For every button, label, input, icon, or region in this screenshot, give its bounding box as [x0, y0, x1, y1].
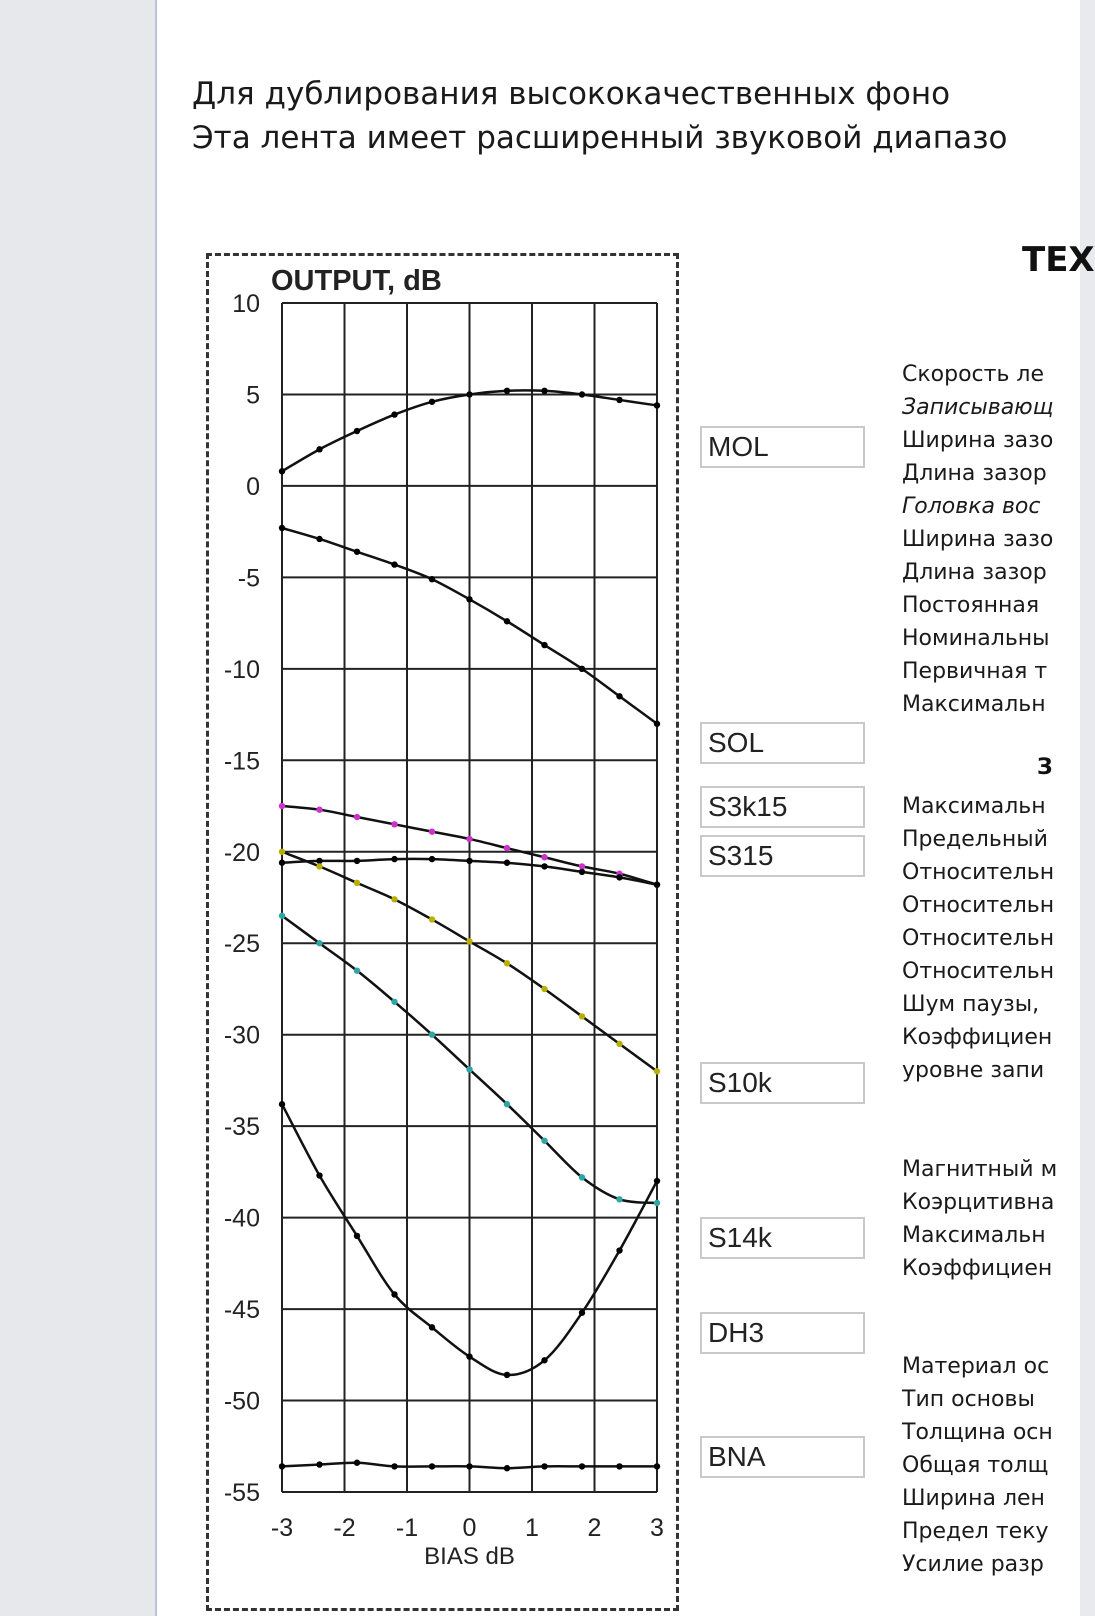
- data-point: [354, 1233, 360, 1239]
- data-point: [504, 845, 510, 851]
- y-tick-label: -10: [223, 655, 260, 684]
- data-point: [466, 596, 472, 602]
- data-point: [654, 1200, 660, 1206]
- data-point: [391, 856, 397, 862]
- data-point: [541, 388, 547, 394]
- data-point: [541, 642, 547, 648]
- data-point: [316, 858, 322, 864]
- spec-line: Длина зазор: [902, 560, 1047, 585]
- data-point: [579, 869, 585, 875]
- intro-line-2: Эта лента имеет расширенный звуковой диапазо: [192, 120, 1008, 156]
- technical-specs-title: ТЕХ: [1022, 240, 1095, 280]
- data-point: [354, 814, 360, 820]
- data-point: [391, 561, 397, 567]
- data-point: [616, 1247, 622, 1253]
- data-point: [504, 960, 510, 966]
- x-tick-label: -1: [395, 1514, 419, 1542]
- spec-line: Предел теку: [902, 1519, 1049, 1544]
- data-point: [279, 849, 285, 855]
- document-page: [157, 0, 1095, 1616]
- x-tick-label: -3: [270, 1514, 294, 1542]
- data-point: [316, 446, 322, 452]
- data-point: [429, 916, 435, 922]
- spec-line: Ширина зазо: [902, 527, 1054, 552]
- data-point: [579, 863, 585, 869]
- data-point: [541, 986, 547, 992]
- x-tick-label: 1: [525, 1514, 539, 1542]
- intro-line-1: Для дублирования высококачественных фоно: [192, 76, 951, 112]
- data-point: [354, 549, 360, 555]
- data-point: [429, 1031, 435, 1037]
- data-point: [279, 1101, 285, 1107]
- series-label-s14k: S14k: [700, 1217, 865, 1259]
- data-point: [429, 1463, 435, 1469]
- data-point: [466, 1353, 472, 1359]
- spec-line: Коэффициен: [902, 1025, 1053, 1050]
- data-point: [541, 863, 547, 869]
- spec-line: Максимальн: [902, 1223, 1046, 1248]
- series-label-bna: BNA: [700, 1436, 865, 1478]
- data-point: [541, 854, 547, 860]
- data-point: [616, 397, 622, 403]
- data-point: [316, 1172, 322, 1178]
- data-point: [391, 896, 397, 902]
- data-point: [654, 721, 660, 727]
- data-point: [504, 388, 510, 394]
- data-point: [429, 1324, 435, 1330]
- data-point: [541, 1357, 547, 1363]
- data-point: [354, 1460, 360, 1466]
- data-point: [579, 1013, 585, 1019]
- series-label-mol: MOL: [700, 426, 865, 468]
- data-point: [391, 1463, 397, 1469]
- data-point: [466, 1463, 472, 1469]
- data-point: [616, 1041, 622, 1047]
- data-point: [354, 428, 360, 434]
- data-point: [279, 468, 285, 474]
- spec-line: Относительн: [902, 926, 1055, 951]
- spec-line: Головка вос: [902, 494, 1041, 519]
- y-tick-label: -20: [223, 838, 260, 867]
- data-point: [654, 1463, 660, 1469]
- y-tick-label: -5: [237, 564, 260, 593]
- bias-chart: [209, 256, 676, 1608]
- x-tick-label: 2: [587, 1514, 602, 1542]
- data-point: [279, 525, 285, 531]
- data-point: [616, 1196, 622, 1202]
- spec-line: Относительн: [902, 893, 1055, 918]
- series-label-s10k: S10k: [700, 1062, 865, 1104]
- data-point: [354, 880, 360, 886]
- spec-line: Магнитный м: [902, 1157, 1058, 1182]
- data-point: [279, 913, 285, 919]
- y-tick-label: -45: [223, 1296, 260, 1325]
- spec-line: Скорость ле: [902, 362, 1045, 387]
- data-point: [504, 1372, 510, 1378]
- y-tick-label: -55: [223, 1479, 260, 1507]
- data-point: [504, 860, 510, 866]
- data-point: [541, 1463, 547, 1469]
- y-tick-label: -25: [223, 930, 260, 959]
- data-point: [541, 1138, 547, 1144]
- spec-line: Коэффициен: [902, 1256, 1053, 1281]
- data-point: [279, 860, 285, 866]
- data-point: [316, 863, 322, 869]
- data-point: [616, 874, 622, 880]
- data-point: [579, 666, 585, 672]
- y-tick-label: -50: [223, 1387, 260, 1416]
- spec-line: Ширина лен: [902, 1486, 1045, 1511]
- spec-line: Максимальн: [902, 692, 1046, 717]
- data-point: [316, 940, 322, 946]
- data-point: [391, 411, 397, 417]
- data-point: [316, 1461, 322, 1467]
- y-axis-label: OUTPUT, dB: [271, 265, 442, 297]
- left-sidebar-rail: [0, 0, 157, 1616]
- data-point: [429, 399, 435, 405]
- spec-line: Материал ос: [902, 1354, 1050, 1379]
- data-point: [466, 836, 472, 842]
- spec-line: Длина зазор: [902, 461, 1047, 486]
- spec-section-heading: З: [1037, 755, 1053, 780]
- spec-line: Общая толщ: [902, 1453, 1049, 1478]
- data-point: [654, 881, 660, 887]
- spec-line: Ширина зазо: [902, 428, 1054, 453]
- series-label-sol: SOL: [700, 722, 865, 764]
- data-point: [279, 1463, 285, 1469]
- x-tick-label: -2: [333, 1514, 356, 1542]
- data-point: [579, 391, 585, 397]
- data-point: [354, 858, 360, 864]
- data-point: [654, 1178, 660, 1184]
- data-point: [429, 856, 435, 862]
- y-tick-label: 5: [246, 381, 260, 410]
- x-tick-label: 0: [462, 1514, 477, 1542]
- x-tick-label: 3: [650, 1514, 664, 1542]
- data-point: [466, 1066, 472, 1072]
- data-point: [466, 391, 472, 397]
- series-label-s315: S315: [700, 835, 865, 877]
- spec-line: уровне запи: [902, 1058, 1045, 1083]
- data-point: [579, 1174, 585, 1180]
- spec-line: Предельный: [902, 827, 1048, 852]
- y-tick-label: 10: [232, 290, 260, 318]
- data-point: [279, 803, 285, 809]
- data-point: [654, 402, 660, 408]
- y-tick-label: 0: [246, 472, 260, 501]
- spec-line: Записывающ: [902, 395, 1054, 420]
- y-tick-label: -15: [223, 747, 260, 776]
- data-point: [616, 1463, 622, 1469]
- y-tick-label: -30: [223, 1021, 260, 1050]
- spec-line: Усилие разр: [902, 1552, 1044, 1577]
- data-point: [391, 1291, 397, 1297]
- data-point: [316, 536, 322, 542]
- spec-line: Номинальны: [902, 626, 1050, 651]
- spec-line: Относительн: [902, 959, 1055, 984]
- spec-line: Максимальн: [902, 794, 1046, 819]
- data-point: [616, 693, 622, 699]
- x-axis-label: BIAS dB: [424, 1543, 515, 1570]
- data-point: [316, 806, 322, 812]
- intro-paragraph: [192, 72, 1080, 160]
- data-point: [391, 821, 397, 827]
- data-point: [429, 576, 435, 582]
- data-point: [579, 1463, 585, 1469]
- data-point: [429, 828, 435, 834]
- data-point: [579, 1310, 585, 1316]
- spec-line: Шум паузы,: [902, 992, 1040, 1017]
- data-point: [504, 1465, 510, 1471]
- y-tick-label: -35: [223, 1113, 260, 1142]
- data-point: [354, 967, 360, 973]
- spec-line: Тип основы: [902, 1387, 1035, 1412]
- spec-line: Толщина осн: [902, 1420, 1053, 1445]
- data-point: [466, 858, 472, 864]
- y-tick-label: -40: [223, 1204, 260, 1233]
- spec-line: Первичная т: [902, 659, 1048, 684]
- spec-line: Постоянная: [902, 593, 1040, 618]
- data-point: [654, 1068, 660, 1074]
- series-label-dh3: DH3: [700, 1312, 865, 1354]
- spec-line: Коэрцитивна: [902, 1190, 1055, 1215]
- data-point: [504, 618, 510, 624]
- data-point: [391, 999, 397, 1005]
- series-label-s3k15: S3k15: [700, 786, 865, 828]
- data-point: [466, 938, 472, 944]
- bias-chart-frame: [206, 253, 679, 1611]
- data-point: [504, 1101, 510, 1107]
- spec-line: Относительн: [902, 860, 1055, 885]
